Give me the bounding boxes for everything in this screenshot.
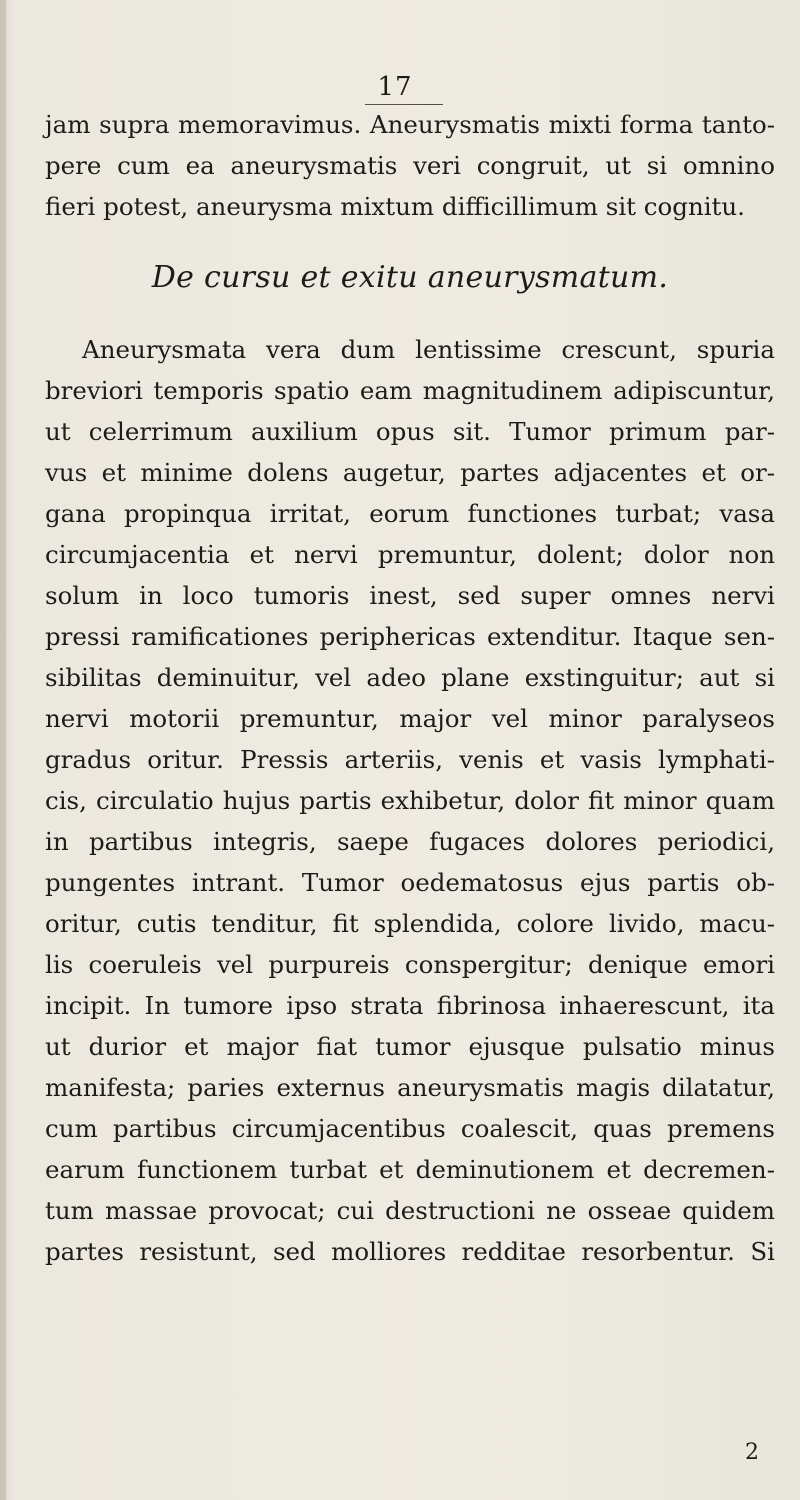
text-line: cum partibus circumjacentibus coalescit, quas premens	[45, 1114, 775, 1143]
text-line: pere cum ea aneurysmatis veri congruit, ut si omnino	[45, 151, 775, 180]
text-line: in partibus integris, saepe fugaces dolores periodici,	[45, 827, 775, 856]
text-line: breviori temporis spatio eam magnitudinem adipiscuntur,	[45, 376, 775, 405]
text-line: solum in loco tumoris inest, sed super omnes nervi	[45, 581, 775, 610]
text-line: ut durior et major fiat tumor ejusque pulsatio minus	[45, 1032, 775, 1061]
text-line: earum functionem turbat et deminutionem et decremen-	[45, 1155, 775, 1184]
text-line: lis coeruleis vel purpureis conspergitur; denique emori	[45, 950, 775, 979]
text-line: tum massae provocat; cui destructioni ne osseae quidem	[45, 1196, 775, 1225]
text-line: partes resistunt, sed molliores redditae resorbentur. Si	[45, 1237, 775, 1266]
signature-mark: 2	[745, 1440, 759, 1465]
page-number: 17	[377, 72, 413, 102]
text-line: pungentes intrant. Tumor oedematosus ejus partis ob-	[45, 868, 775, 897]
text-line: oritur, cutis tenditur, fit splendida, colore livido, macu-	[45, 909, 775, 938]
text-line: ut celerrimum auxilium opus sit. Tumor primum par-	[45, 417, 775, 446]
section-heading: De cursu et exitu aneurysmatum.	[151, 260, 669, 295]
text-line: pressi ramificationes periphericas extenditur. Itaque sen-	[45, 622, 775, 651]
intro-paragraph	[45, 104, 775, 227]
text-line: Aneurysmata vera dum lentissime crescunt, spuria	[82, 335, 775, 364]
text-line: fieri potest, aneurysma mixtum difficillimum sit cognitu.	[45, 192, 745, 221]
text-line: gradus oritur. Pressis arteriis, venis et vasis lymphati-	[45, 745, 775, 774]
binding-edge	[0, 0, 6, 1500]
text-line: sibilitas deminuitur, vel adeo plane exstinguitur; aut si	[45, 663, 775, 692]
text-line: jam supra memoravimus. Aneurysmatis mixti forma tanto-	[45, 110, 775, 139]
text-line: incipit. In tumore ipso strata fibrinosa inhaerescunt, ita	[45, 991, 775, 1020]
text-line: cis, circulatio hujus partis exhibetur, dolor fit minor quam	[45, 786, 775, 815]
text-line: gana propinqua irritat, eorum functiones turbat; vasa	[45, 499, 775, 528]
text-line: circumjacentia et nervi premuntur, dolent; dolor non	[45, 540, 775, 569]
body-paragraph	[45, 329, 775, 1272]
text-line: manifesta; paries externus aneurysmatis magis dilatatur,	[45, 1073, 775, 1102]
text-line: nervi motorii premuntur, major vel minor paralyseos	[45, 704, 775, 733]
text-line: vus et minime dolens augetur, partes adjacentes et or-	[45, 458, 775, 487]
